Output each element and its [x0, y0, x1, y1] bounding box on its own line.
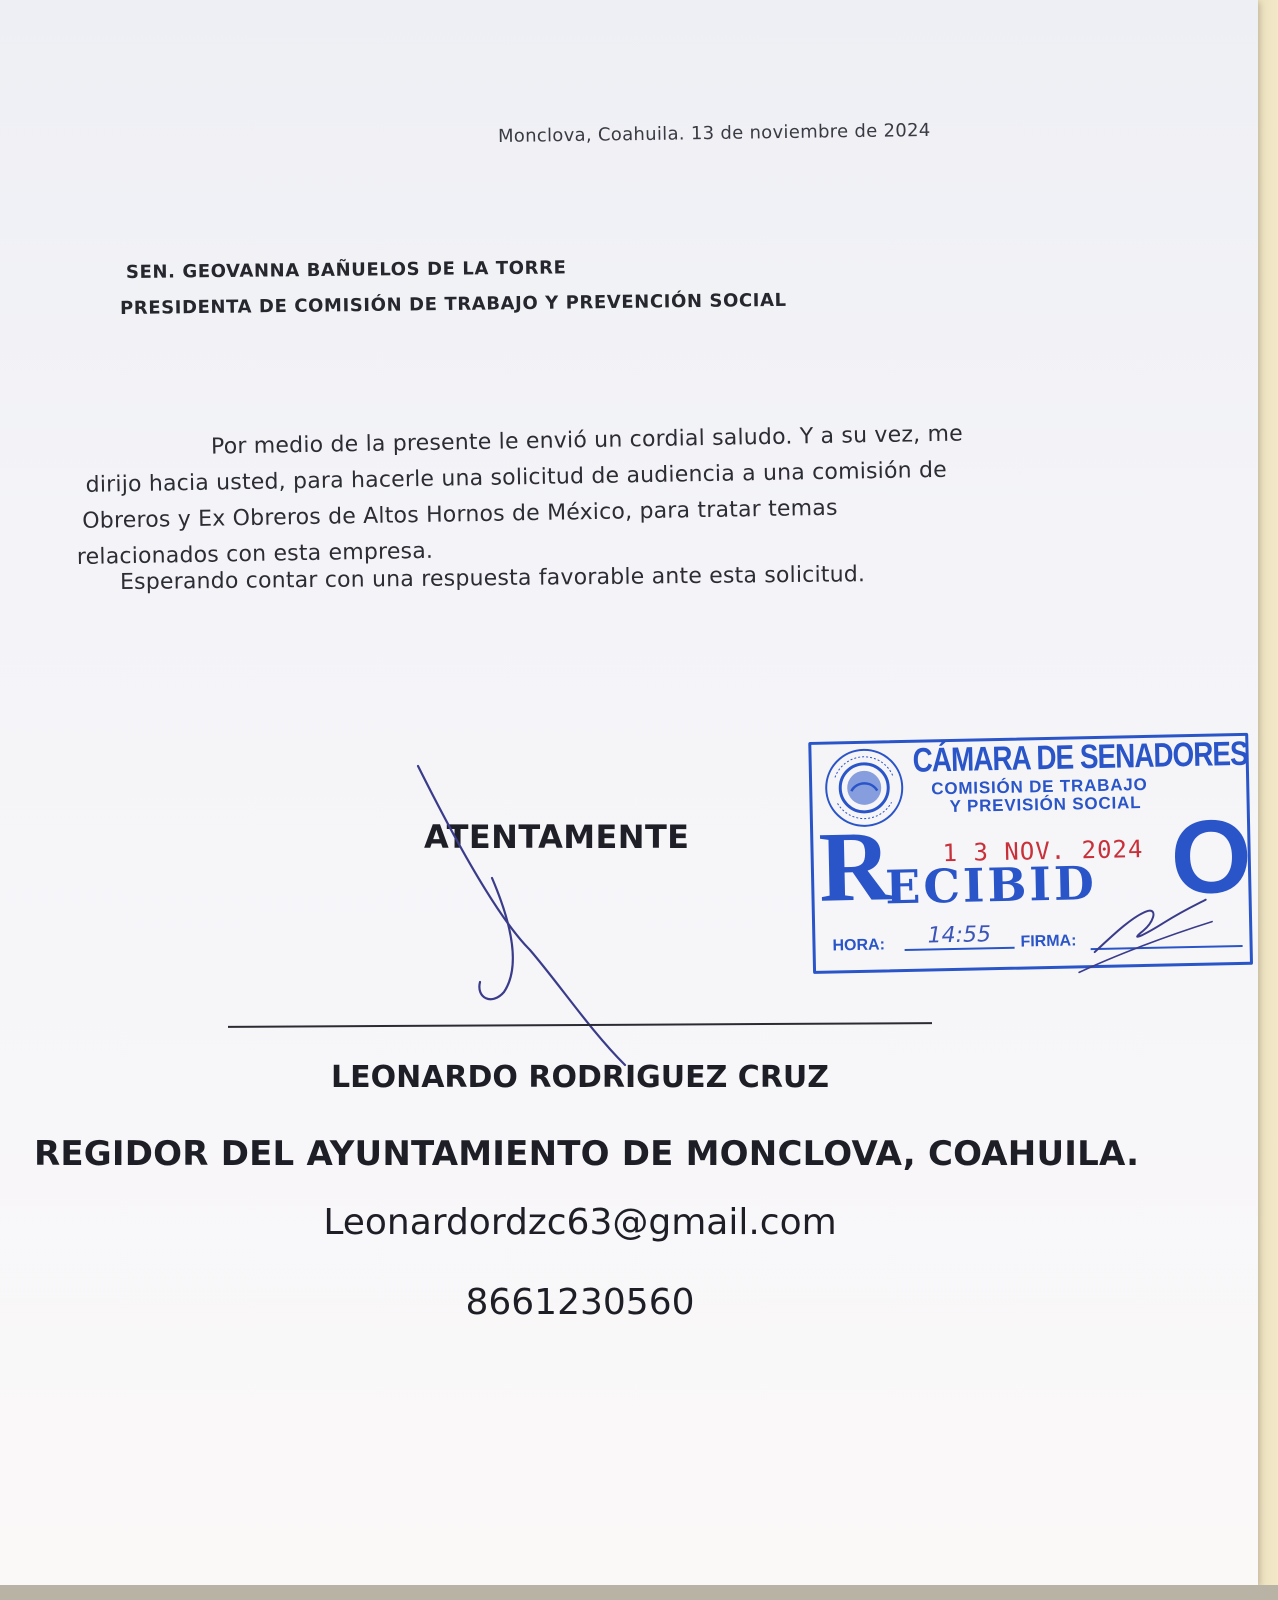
signer-email: Leonardordzc63@gmail.com [323, 1202, 837, 1243]
stamp-status-final: O [1169, 798, 1253, 917]
stamp-signature [1074, 892, 1216, 975]
body-line: Por medio de la presente le envió un cordial saludo. Y a su vez, me [210, 421, 964, 460]
body-line: dirijo hacia usted, para hacerle una solicitud de audiencia a una comisión de [85, 457, 948, 498]
salutation: ATENTAMENTE [424, 818, 690, 856]
stamp-commission-line1: COMISIÓN DE TRABAJO [931, 774, 1148, 799]
desk-edge [0, 1585, 1278, 1600]
stamp-status: ECIBID [884, 855, 1098, 915]
stamp-firma-label: FIRMA: [1020, 932, 1077, 951]
stamp-status-initial: R [817, 810, 893, 923]
body-line: relacionados con esta empresa. [76, 538, 434, 570]
closing-line: Esperando contar con una respuesta favorable ante esta solicitud. [119, 562, 866, 595]
handwritten-signature [400, 760, 660, 1080]
stamp-date: 1 3 NOV. 2024 [942, 835, 1144, 868]
letter-body [75, 415, 1067, 576]
signer-phone: 8661230560 [465, 1282, 695, 1323]
signer-name: LEONARDO RODRIGUEZ CRUZ [330, 1060, 830, 1095]
body-line: Obreros y Ex Obreros de Altos Hornos de México, para tratar temas [82, 495, 838, 534]
recipient-title: PRESIDENTA DE COMISIÓN DE TRABAJO Y PREVENCIÓN SOCIAL [119, 289, 787, 319]
stamp-hora-value: 14:55 [904, 922, 1015, 951]
place-date: Monclova, Coahuila. 13 de noviembre de 2024 [497, 119, 931, 147]
received-stamp [808, 721, 1253, 970]
stamp-commission-line2: Y PREVISIÓN SOCIAL [949, 793, 1142, 817]
stamp-hora-label: HORA: [832, 936, 886, 955]
recipient-name: SEN. GEOVANNA BAÑUELOS DE LA TORRE [125, 257, 567, 283]
signer-role: REGIDOR DEL AYUNTAMIENTO DE MONCLOVA, COAHUILA. [34, 1134, 1140, 1174]
stamp-chamber: CÁMARA DE SENADORES [912, 734, 1248, 780]
